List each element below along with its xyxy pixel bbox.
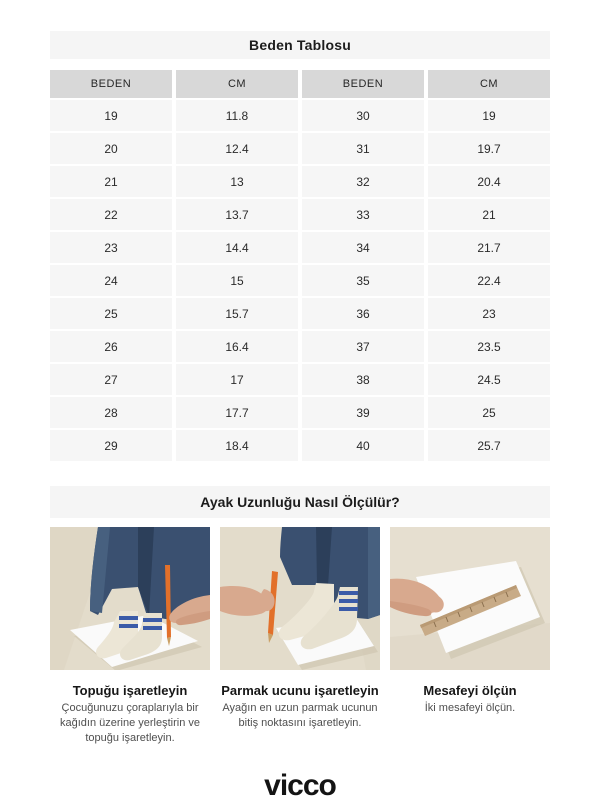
table-cell: 22.4 <box>428 265 550 296</box>
table-cell: 40 <box>302 430 424 461</box>
table-cell: 32 <box>302 166 424 197</box>
table-cell: 14.4 <box>176 232 298 263</box>
table-cell: 24 <box>50 265 172 296</box>
table-cell: 25.7 <box>428 430 550 461</box>
step-description: Çocuğunuzu çoraplarıyla bir kağıdın üzerine yerleştirin ve topuğu işaretleyin. <box>59 702 200 745</box>
step-title: Parmak ucunu işaretleyin <box>221 683 379 698</box>
table-cell: 29 <box>50 430 172 461</box>
step-description: İki mesafeyi ölçün. <box>424 702 516 714</box>
table-cell: 21 <box>50 166 172 197</box>
table-cell: 25 <box>50 298 172 329</box>
table-cell: 19 <box>50 100 172 131</box>
table-cell: 24.5 <box>428 364 550 395</box>
table-cell: 17 <box>176 364 298 395</box>
table-cell: 38 <box>302 364 424 395</box>
table-cell: 30 <box>302 100 424 131</box>
measure-distance-photo <box>390 527 550 670</box>
table-cell: 20.4 <box>428 166 550 197</box>
table-cell: 39 <box>302 397 424 428</box>
table-cell: 33 <box>302 199 424 230</box>
table-cell: 35 <box>302 265 424 296</box>
how-to-captions <box>50 670 550 747</box>
column-header: BEDEN <box>302 70 424 98</box>
size-table <box>50 70 550 461</box>
table-cell: 13 <box>176 166 298 197</box>
step-description: Ayağın en uzun parmak ucunun bitiş noktasını işaretleyin. <box>222 702 378 730</box>
table-cell: 20 <box>50 133 172 164</box>
table-cell: 15 <box>176 265 298 296</box>
step-caption-toe <box>220 670 380 747</box>
table-cell: 34 <box>302 232 424 263</box>
table-cell: 13.7 <box>176 199 298 230</box>
table-cell: 18.4 <box>176 430 298 461</box>
table-cell: 37 <box>302 331 424 362</box>
brand-logo <box>50 768 550 800</box>
table-cell: 23.5 <box>428 331 550 362</box>
table-cell: 21.7 <box>428 232 550 263</box>
table-cell: 28 <box>50 397 172 428</box>
table-cell: 21 <box>428 199 550 230</box>
column-header: CM <box>176 70 298 98</box>
step-title: Mesafeyi ölçün <box>423 683 517 698</box>
step-caption-heel <box>50 670 210 747</box>
table-cell: 16.4 <box>176 331 298 362</box>
table-cell: 19 <box>428 100 550 131</box>
page-title: Beden Tablosu <box>50 31 550 59</box>
mark-toe-photo <box>220 527 380 670</box>
table-cell: 15.7 <box>176 298 298 329</box>
table-cell: 11.8 <box>176 100 298 131</box>
step-caption-measure <box>390 670 550 747</box>
table-cell: 26 <box>50 331 172 362</box>
table-cell: 17.7 <box>176 397 298 428</box>
table-cell: 27 <box>50 364 172 395</box>
table-cell: 36 <box>302 298 424 329</box>
mark-heel-photo <box>50 527 210 670</box>
table-cell: 19.7 <box>428 133 550 164</box>
table-cell: 23 <box>50 232 172 263</box>
table-cell: 25 <box>428 397 550 428</box>
column-header: BEDEN <box>50 70 172 98</box>
table-cell: 23 <box>428 298 550 329</box>
column-header: CM <box>428 70 550 98</box>
how-to-photos <box>50 527 550 670</box>
table-cell: 22 <box>50 199 172 230</box>
brand-logo-text: vicco <box>264 768 336 800</box>
step-title: Topuğu işaretleyin <box>72 683 188 698</box>
table-cell: 12.4 <box>176 133 298 164</box>
table-cell: 31 <box>302 133 424 164</box>
how-to-title: Ayak Uzunluğu Nasıl Ölçülür? <box>50 486 550 518</box>
